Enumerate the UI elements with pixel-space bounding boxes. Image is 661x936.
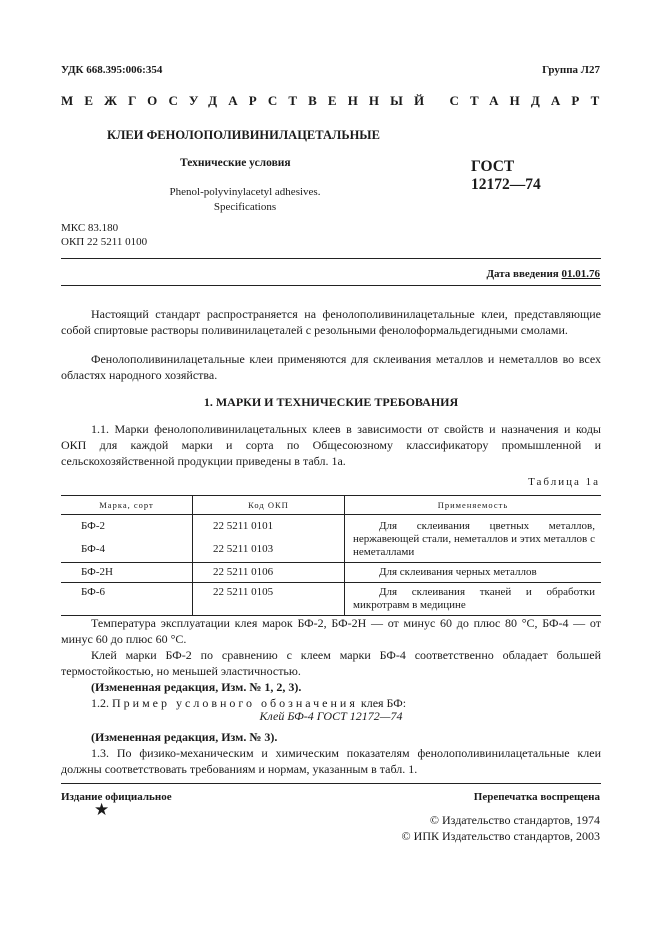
cell-use: Для склеивания тканей и обработки микротравм в медицине <box>345 583 602 616</box>
star-icon: ★ <box>94 800 110 819</box>
temperature-paragraph: Температура эксплуатации клея марок БФ-2, БФ-2Н — от минус 60 до плюс 80 °С, БФ-4 — от минус 60 до плюс 60 °С. <box>61 616 601 646</box>
cell-code: 22 5211 0103 <box>193 539 345 562</box>
divider-date <box>61 285 601 286</box>
group-code: Группа Л27 <box>542 64 600 76</box>
header-mark: Марка, сорт <box>61 496 193 515</box>
mks-code: МКС 83.180 <box>61 222 119 234</box>
cell-mark: БФ-4 <box>81 543 106 556</box>
intro-paragraph-1: Настоящий стандарт распространяется на фенолополивинилацетальные клеи, представляющие собой спиртовые растворы поливинилацеталей с резольными фенолоформальдегидными смолами. <box>61 307 601 337</box>
intro-paragraph-2: Фенолополивинилацетальные клеи применяются для склеивания металлов и неметаллов во всех областях народного хозяйства. <box>61 352 601 382</box>
gost-label: ГОСТ <box>471 158 515 175</box>
table-1a-label: Таблица 1а <box>528 476 600 488</box>
edition-note-2: (Измененная редакция, Изм. № 3). <box>91 730 278 744</box>
paragraph-1-1: 1.1. Марки фенолополивинилацетальных клеев в зависимости от свойств и назначения и коды ОКП для каждой марки и сорта по Общесоюзному классификатору промышленной и сельскохозяйственной продукции приведены в табл. 1а. <box>61 422 601 468</box>
compare-paragraph: Клей марки БФ-2 по сравнению с клеем марки БФ-4 соответственно обладает большей термостойкостью, но меньшей эластичностью. <box>61 648 601 678</box>
cell-code: 22 5211 0106 <box>193 563 345 583</box>
table-1a <box>61 495 601 616</box>
standard-type-heading: МЕЖГОСУДАРСТВЕННЫЙ СТАНДАРТ <box>61 93 611 108</box>
gost-number: 12172—74 <box>471 176 541 193</box>
okp-code: ОКП 22 5211 0100 <box>61 235 148 248</box>
intro-date-label: Дата введения <box>486 268 559 280</box>
paragraph-1-3: 1.3. По физико-механическим и химическим показателям фенолополивинилацетальные клеи должны соответствовать требованиям и нормам, указанным в табл. 1. <box>61 746 601 776</box>
cell-mark: БФ-2 <box>81 520 106 532</box>
divider-top <box>61 258 601 259</box>
designation-example: Клей БФ-4 ГОСТ 12172—74 <box>259 709 403 723</box>
table-row <box>61 515 601 540</box>
copyright-1974: © Издательство стандартов, 1974 <box>429 813 600 827</box>
english-title-line1: Phenol-polyvinylacetyl adhesives. <box>169 186 321 198</box>
official-edition: Издание официальное <box>61 791 172 803</box>
gost-designation <box>471 158 541 194</box>
table-row <box>61 563 601 583</box>
document-subtitle: Технические условия <box>180 157 291 169</box>
header-code: Код ОКП <box>193 496 345 515</box>
paragraph-1-2-suffix: клея БФ: <box>360 696 407 710</box>
cell-use: Для склеивания цветных металлов, нержавеющей стали, неметаллов и этих металлов с неметаллами <box>345 515 602 563</box>
copyright-2003: © ИПК Издательство стандартов, 2003 <box>401 829 600 843</box>
divider-footer <box>61 783 601 784</box>
classification-codes <box>61 222 147 249</box>
document-title: КЛЕИ ФЕНОЛОПОЛИВИНИЛАЦЕТАЛЬНЫЕ <box>107 128 380 142</box>
table-row <box>61 583 601 616</box>
cell-code: 22 5211 0101 <box>193 515 345 540</box>
cell-mark: БФ-2Н <box>61 563 193 583</box>
table-header-row <box>61 496 601 515</box>
edition-note-1: (Измененная редакция, Изм. № 1, 2, 3). <box>91 680 302 694</box>
paragraph-1-2-number: 1.2. <box>91 696 109 710</box>
paragraph-1-2-spaced: Пример условного обозначения <box>112 696 358 710</box>
header-use: Применяемость <box>345 496 602 515</box>
english-title <box>160 185 330 215</box>
english-title-line2: Specifications <box>213 201 277 213</box>
intro-date-value: 01.01.76 <box>561 268 600 280</box>
udk-code: УДК 668.395:006:354 <box>61 64 163 76</box>
cell-code: 22 5211 0105 <box>193 583 345 616</box>
intro-date <box>486 268 600 280</box>
reprint-forbidden: Перепечатка воспрещена <box>473 791 600 803</box>
cell-mark: БФ-6 <box>61 583 193 616</box>
section-1-heading: 1. МАРКИ И ТЕХНИЧЕСКИЕ ТРЕБОВАНИЯ <box>203 395 459 409</box>
cell-use: Для склеивания черных металлов <box>345 563 602 583</box>
